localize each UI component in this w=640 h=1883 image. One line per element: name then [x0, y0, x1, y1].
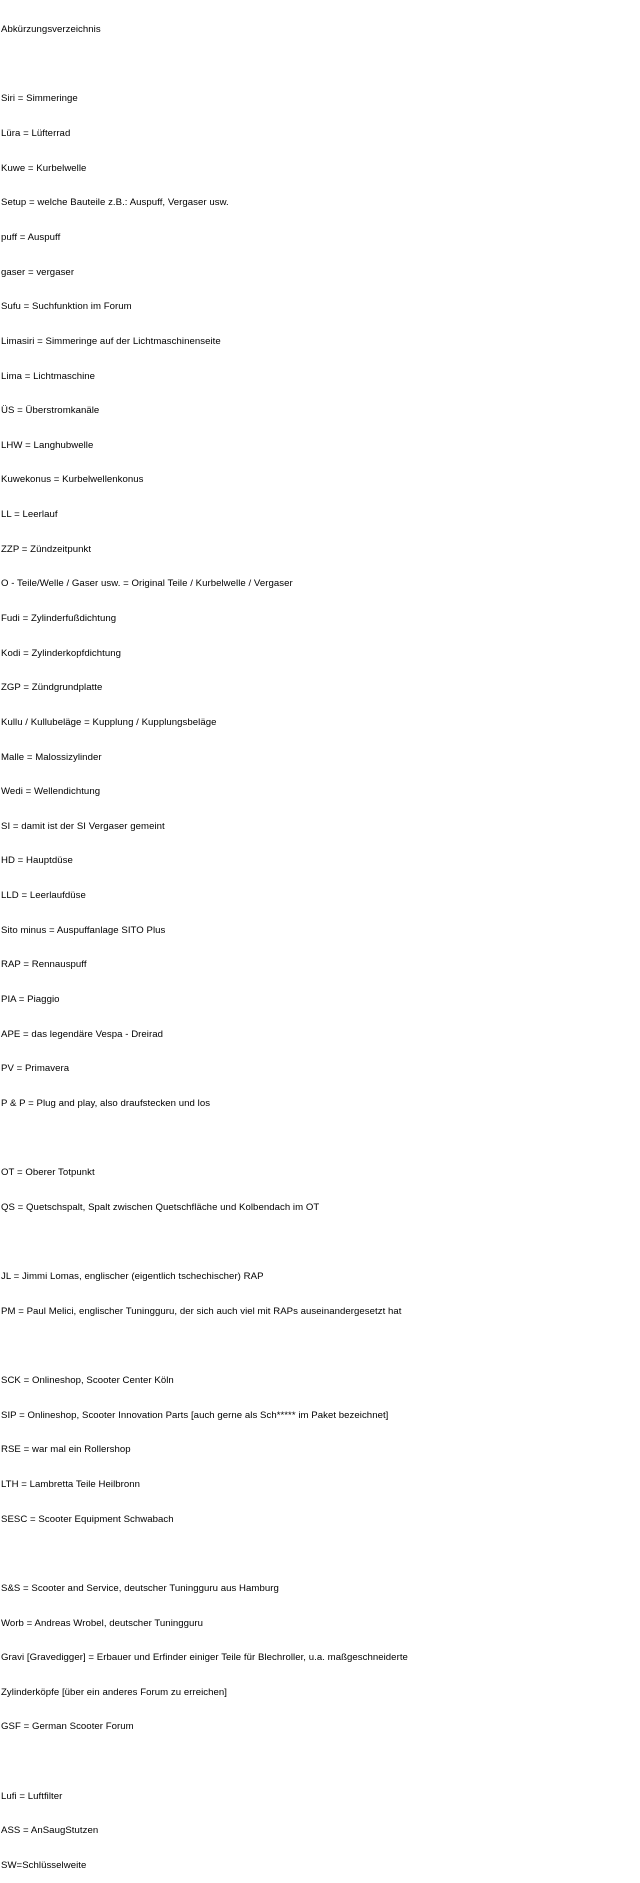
abbreviation-entry: Sito minus = Auspuffanlage SITO Plus: [1, 924, 166, 936]
blank-line: [1, 59, 637, 71]
document-title: Abkürzungsverzeichnis: [1, 24, 101, 36]
abbreviation-entry: LL = Leerlauf: [1, 509, 58, 521]
abbreviation-entry: Gravi [Gravedigger] = Erbauer und Erfinder einiger Teile für Blechroller, u.a. maßgeschneiderte: [1, 1652, 408, 1664]
abbreviation-entry: PV = Primavera: [1, 1063, 70, 1075]
blank-line: [1, 1133, 637, 1145]
abbreviation-entry: PM = Paul Melici, englischer Tuningguru, der sich auch viel mit RAPs auseinandergesetzt hat: [1, 1305, 402, 1317]
abbreviation-entry: Lufi = Luftfilter: [1, 1790, 63, 1802]
abbreviation-entry: Limasiri = Simmeringe auf der Lichtmaschinenseite: [1, 335, 221, 347]
abbreviation-entry: SESC = Scooter Equipment Schwabach: [1, 1513, 174, 1525]
abbreviation-entry: Lima = Lichtmaschine: [1, 370, 96, 382]
abbreviation-entry: Malle = Malossizylinder: [1, 751, 102, 763]
abbreviation-entry: S&S = Scooter and Service, deutscher Tuningguru aus Hamburg: [1, 1582, 279, 1594]
abbreviation-entry: ASS = AnSaugStutzen: [1, 1825, 99, 1837]
abbreviation-entry: QS = Quetschspalt, Spalt zwischen Quetschfläche und Kolbendach im OT: [1, 1201, 320, 1213]
abbreviation-entry: Setup = welche Bauteile z.B.: Auspuff, Vergaser usw.: [1, 197, 229, 209]
abbreviation-entry-continuation: Zylinderköpfe [über ein anderes Forum zu erreichen]: [1, 1686, 227, 1698]
abbreviation-entry: APE = das legendäre Vespa - Dreirad: [1, 1028, 164, 1040]
abbreviation-entry: Kuwekonus = Kurbelwellenkonus: [1, 474, 144, 486]
abbreviation-entry: RAP = Rennauspuff: [1, 959, 87, 971]
document-page: [1, 1, 637, 1883]
abbreviation-entry: ZZP = Zündzeitpunkt: [1, 543, 92, 555]
abbreviation-entry: LTH = Lambretta Teile Heilbronn: [1, 1479, 141, 1490]
abbreviation-entry: GSF = German Scooter Forum: [1, 1721, 134, 1733]
abbreviation-entry: SIP = Onlineshop, Scooter Innovation Parts [auch gerne als Sch***** im Paket bezeichnet]: [1, 1409, 389, 1421]
abbreviation-entry: Worb = Andreas Wrobel, deutscher Tuningguru: [1, 1617, 204, 1629]
abbreviation-entry: Siri = Simmeringe: [1, 93, 78, 105]
abbreviation-entry: puff = Auspuff: [1, 231, 61, 243]
abbreviation-entry: OT = Oberer Totpunkt: [1, 1167, 95, 1179]
abbreviation-entry: SI = damit ist der SI Vergaser gemeint: [1, 820, 165, 832]
abbreviation-entry: LHW = Langhubwelle: [1, 439, 94, 451]
blank-line: [1, 1340, 637, 1352]
blank-line: [1, 1756, 637, 1768]
abbreviation-entry: Sufu = Suchfunktion im Forum: [1, 301, 132, 313]
abbreviation-entry: ZGP = Zündgrundplatte: [1, 682, 103, 694]
abbreviation-entry: Kullu / Kullubeläge = Kupplung / Kupplungsbeläge: [1, 716, 217, 728]
abbreviation-entry: JL = Jimmi Lomas, englischer (eigentlich tschechischer) RAP: [1, 1271, 264, 1283]
abbreviation-entry: Kuwe = Kurbelwelle: [1, 162, 87, 174]
abbreviation-entry: HD = Hauptdüse: [1, 855, 73, 867]
abbreviation-entry: Kodi = Zylinderkopfdichtung: [1, 647, 122, 659]
abbreviation-entry: P & P = Plug and play, also draufstecken und los: [1, 1097, 211, 1109]
blank-line: [1, 1237, 637, 1249]
abbreviation-entry: SCK = Onlineshop, Scooter Center Köln: [1, 1375, 174, 1387]
abbreviation-entry: ÜS = Überstromkanäle: [1, 405, 100, 417]
abbreviation-entry: gaser = vergaser: [1, 266, 75, 278]
abbreviation-entry: Wedi = Wellendichtung: [1, 786, 101, 798]
abbreviation-entry: RSE = war mal ein Rollershop: [1, 1444, 131, 1456]
abbreviation-entry: Fudi = Zylinderfußdichtung: [1, 612, 117, 624]
abbreviation-entry: LLD = Leerlaufdüse: [1, 890, 86, 902]
abbreviation-entry: O - Teile/Welle / Gaser usw. = Original Teile / Kurbelwelle / Vergaser: [1, 578, 293, 590]
abbreviation-entry: PIA = Piaggio: [1, 994, 60, 1006]
abbreviation-entry: SW=Schlüsselweite: [1, 1860, 87, 1872]
blank-line: [1, 1548, 637, 1560]
abbreviation-entry: Lüra = Lüfterrad: [1, 128, 71, 140]
